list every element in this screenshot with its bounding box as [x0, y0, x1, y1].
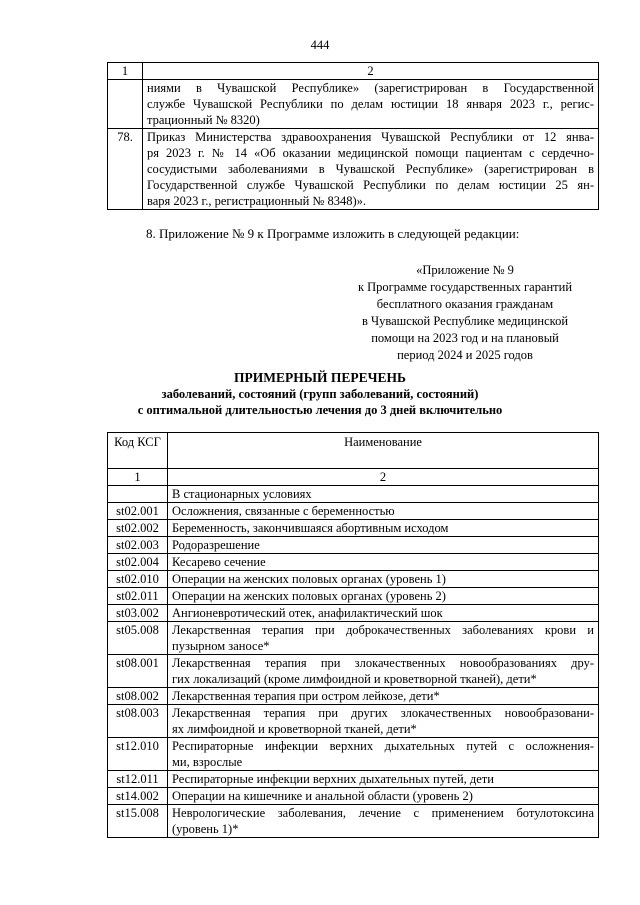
text-line: Беременность, закончившаяся абортивным исходом	[172, 521, 449, 535]
table-row	[108, 554, 599, 571]
text-line: варя 2023 г., регистрационный № 8348)».	[147, 194, 367, 208]
ksg-code: st12.011	[108, 771, 168, 788]
appendix-line: период 2024 и 2025 годов	[397, 348, 533, 362]
text-line: Родоразрешение	[172, 538, 260, 552]
ksg-name	[168, 520, 599, 537]
text-line: пузырном заносе*	[172, 639, 270, 653]
text-line: Ангионевротический отек, анафилактический шок	[172, 606, 443, 620]
table-row	[108, 622, 599, 655]
ksg-code: st12.010	[108, 738, 168, 771]
text-line: Операции на кишечнике и анальной области (уровень 2)	[172, 789, 473, 803]
appendix-line: к Программе государственных гарантий	[357, 280, 573, 294]
ksg-code: st08.003	[108, 705, 168, 738]
text-line: Респираторные инфекции верхних дыхательных путей с осложнения-	[172, 739, 594, 753]
text-line: Лекарственная терапия при остром лейкозе, дети*	[172, 689, 440, 703]
document-subtitle-2: с оптимальной длительностью лечения до 3 дней включительно	[137, 403, 503, 417]
text-line: ря 2023 г. № 14 «Об оказании медицинской помощи пациентам с сердечно-	[147, 146, 594, 160]
appendix-note	[340, 262, 590, 364]
text-line: гих локализаций (кроме лимфоидной и кроветворной тканей), дети*	[172, 672, 537, 686]
document-title: ПРИМЕРНЫЙ ПЕРЕЧЕНЬ	[234, 370, 406, 385]
ksg-code: st08.002	[108, 688, 168, 705]
table-row	[108, 537, 599, 554]
section-row	[108, 486, 599, 503]
text-line: ниями в Чувашской Республике» (зарегистрирован в Государственной	[147, 81, 594, 95]
page-number: 444	[310, 38, 330, 52]
ksg-name	[168, 788, 599, 805]
ksg-name	[168, 688, 599, 705]
ksg-name	[168, 805, 599, 838]
ksg-name	[168, 537, 599, 554]
text-line: Лекарственная терапия при злокачественных новообразованиях дру-	[172, 656, 594, 670]
table-row	[108, 688, 599, 705]
empty-code-cell	[108, 486, 168, 503]
text-line: Лекарственная терапия при других злокачественных новообразовани-	[172, 706, 594, 720]
section-label: В стационарных условиях	[168, 486, 599, 503]
header-code: Код КСГ	[108, 433, 168, 469]
appendix-line: помощи на 2023 год и на плановый	[371, 331, 559, 345]
column-number-2: 2	[143, 63, 599, 80]
table-row	[108, 503, 599, 520]
ksg-name	[168, 622, 599, 655]
ksg-name	[168, 705, 599, 738]
table-row	[108, 605, 599, 622]
table-row	[108, 520, 599, 537]
table-header-row	[108, 433, 599, 469]
ksg-name	[168, 503, 599, 520]
ksg-name	[168, 554, 599, 571]
text-line: ях лимфоидной и кроветворной тканей, дети*	[172, 722, 417, 736]
ksg-list-table	[107, 432, 599, 838]
appendix-line: бесплатного оказания гражданам	[376, 297, 554, 311]
text-line: Операции на женских половых органах (уровень 2)	[172, 589, 446, 603]
column-numbers-row	[108, 469, 599, 486]
ksg-code: st05.008	[108, 622, 168, 655]
ksg-code: st08.001	[108, 655, 168, 688]
text-line: Государственной службе Чувашской Республики по делам юстиции 25 ян-	[147, 178, 594, 192]
ksg-name	[168, 771, 599, 788]
table-row	[108, 771, 599, 788]
text-line: Лекарственная терапия при доброкачественных заболеваниях крови и	[172, 623, 594, 637]
text-line: трационный № 8320)	[147, 113, 260, 127]
ksg-code: st02.002	[108, 520, 168, 537]
text-line: (уровень 1)*	[172, 822, 239, 836]
ksg-code: st02.010	[108, 571, 168, 588]
ksg-name	[168, 588, 599, 605]
text-line: службе Чувашской Республики по делам юстиции 18 января 2023 г., регис-	[147, 97, 594, 111]
table-row	[108, 571, 599, 588]
text-line: Приказ Министерства здравоохранения Чувашской Республики от 12 янва-	[147, 130, 594, 144]
ksg-code: st02.011	[108, 588, 168, 605]
column-number-2: 2	[168, 469, 599, 486]
table-row	[108, 129, 599, 210]
text-line: Осложнения, связанные с беременностью	[172, 504, 395, 518]
amendment-paragraph: 8. Приложение № 9 к Программе изложить в следующей редакции:	[146, 226, 520, 241]
row-text	[143, 129, 599, 210]
ksg-code: st02.001	[108, 503, 168, 520]
continuation-table-header	[108, 63, 599, 80]
table-row	[108, 805, 599, 838]
column-number-1: 1	[108, 63, 143, 80]
text-line: Операции на женских половых органах (уровень 1)	[172, 572, 446, 586]
ksg-name	[168, 738, 599, 771]
table-row	[108, 80, 599, 129]
document-subtitle: заболеваний, состояний (групп заболеваний, состояний)	[161, 387, 479, 401]
row-number	[108, 80, 143, 129]
table-row	[108, 788, 599, 805]
row-text	[143, 80, 599, 129]
ksg-code: st03.002	[108, 605, 168, 622]
text-line: Респираторные инфекции верхних дыхательных путей, дети	[172, 772, 494, 786]
row-number: 78.	[108, 129, 143, 210]
ksg-name	[168, 605, 599, 622]
text-line: сосудистыми заболеваниями в Чувашской Республике» (зарегистрирован в	[147, 162, 594, 176]
table-row	[108, 588, 599, 605]
ksg-name	[168, 571, 599, 588]
ksg-code: st15.008	[108, 805, 168, 838]
appendix-line: в Чувашской Республике медицинской	[361, 314, 569, 328]
table-row	[108, 655, 599, 688]
table-row	[108, 738, 599, 771]
continuation-table	[107, 62, 599, 210]
ksg-code: st02.003	[108, 537, 168, 554]
ksg-name	[168, 655, 599, 688]
appendix-line: «Приложение № 9	[416, 263, 514, 277]
text-line: Неврологические заболевания, лечение с применением ботулотоксина	[172, 806, 594, 820]
text-line: ми, взрослые	[172, 755, 243, 769]
table-row	[108, 705, 599, 738]
ksg-code: st14.002	[108, 788, 168, 805]
text-line: Кесарево сечение	[172, 555, 266, 569]
column-number-1: 1	[108, 469, 168, 486]
header-name: Наименование	[168, 433, 599, 469]
ksg-code: st02.004	[108, 554, 168, 571]
